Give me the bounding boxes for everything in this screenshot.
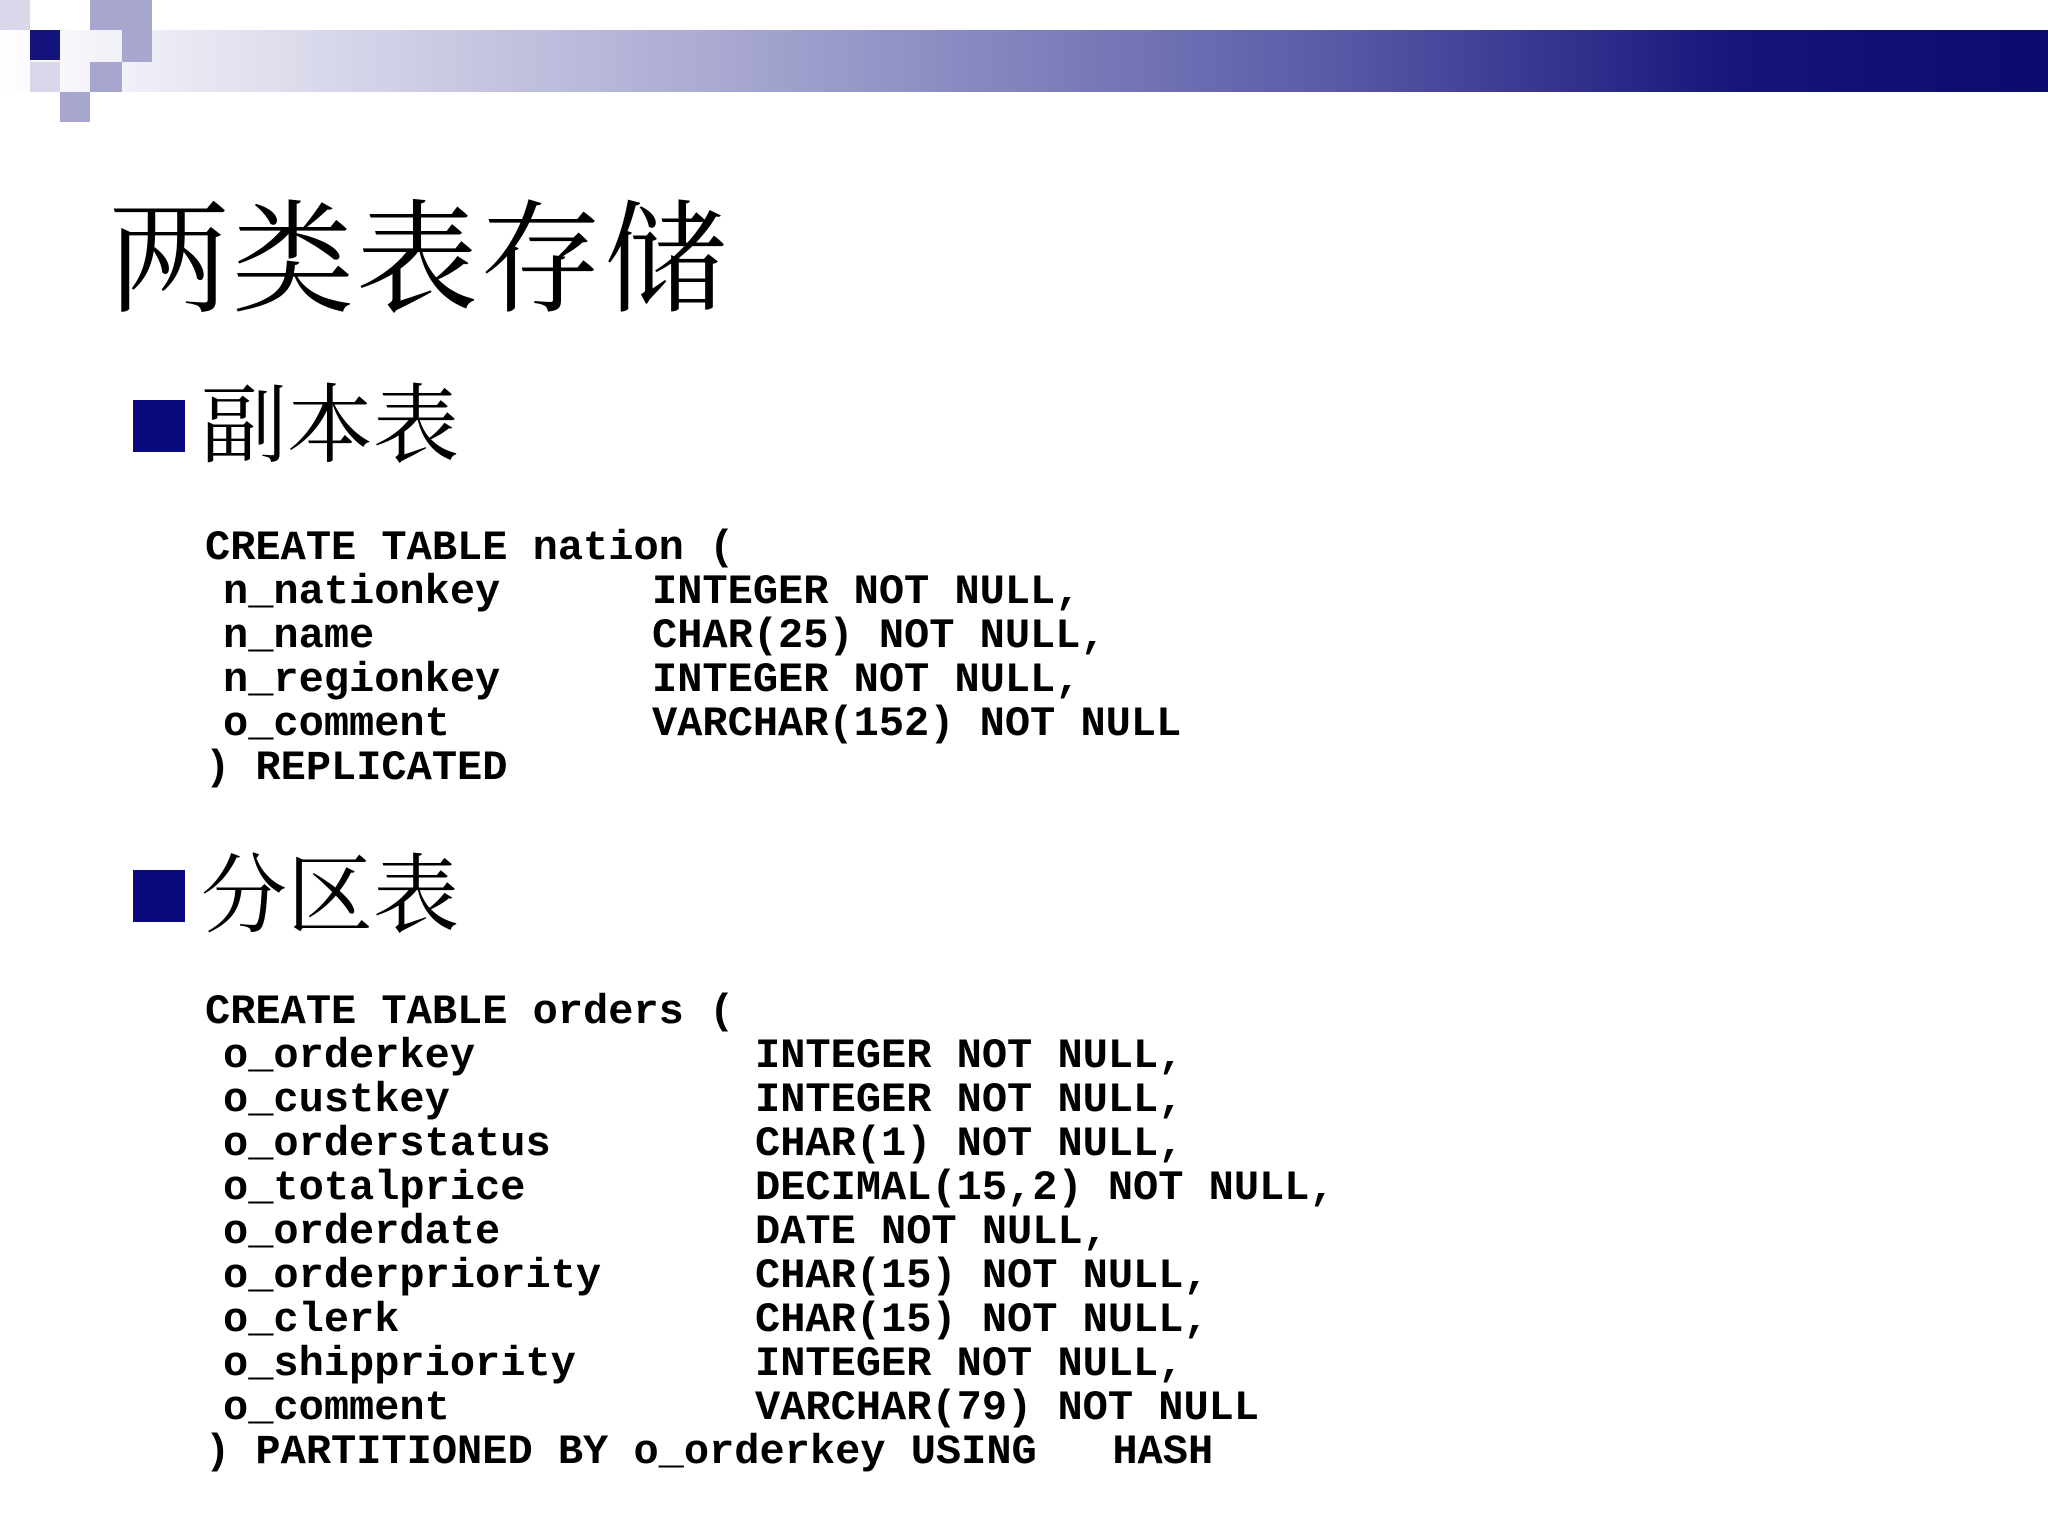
square-bullet-icon (133, 400, 185, 452)
header-decor-square (60, 92, 90, 122)
bullet-label: 分区表 (201, 846, 459, 946)
header-decor-square (90, 0, 152, 30)
code-line-column (205, 1342, 1335, 1386)
column-type: INTEGER NOT NULL, (652, 568, 1081, 616)
slide-title: 两类表存储 (108, 189, 728, 331)
column-name: o_comment (223, 1384, 450, 1432)
column-type: VARCHAR(152) NOT NULL (652, 700, 1182, 748)
column-name: o_orderpriority (223, 1252, 602, 1300)
header-decor-square (30, 30, 60, 60)
slide-header-gradient-bar (0, 30, 2048, 92)
header-decor-square (90, 62, 122, 92)
header-decor-square (0, 0, 30, 30)
code-line-create: CREATE TABLE orders ( (205, 988, 735, 1036)
column-type: CHAR(15) NOT NULL, (755, 1252, 1209, 1300)
square-bullet-icon (133, 870, 185, 922)
code-line-column (205, 1122, 1335, 1166)
code-line-closing: ) PARTITIONED BY o_orderkey USING HASH (205, 1428, 1214, 1476)
code-line-closing: ) REPLICATED (205, 744, 508, 792)
column-name: o_custkey (223, 1076, 450, 1124)
code-block-orders (205, 990, 1335, 1474)
column-name: o_orderkey (223, 1032, 476, 1080)
bullet-partitioned-table (133, 846, 459, 946)
code-line-column (205, 1386, 1335, 1430)
column-type: CHAR(25) NOT NULL, (652, 612, 1106, 660)
bullet-replicated-table (133, 376, 459, 476)
column-name: o_shippriority (223, 1340, 576, 1388)
column-name: n_regionkey (223, 656, 501, 704)
code-line-column (205, 570, 1181, 614)
column-type: INTEGER NOT NULL, (755, 1340, 1184, 1388)
column-name: o_totalprice (223, 1164, 526, 1212)
bullet-label: 副本表 (201, 376, 459, 476)
column-type: CHAR(15) NOT NULL, (755, 1296, 1209, 1344)
code-block-nation (205, 526, 1181, 790)
column-type: INTEGER NOT NULL, (652, 656, 1081, 704)
column-name: o_comment (223, 700, 450, 748)
code-line-column (205, 1034, 1335, 1078)
column-name: o_clerk (223, 1296, 400, 1344)
code-line-create: CREATE TABLE nation ( (205, 524, 735, 572)
code-line-column (205, 1166, 1335, 1210)
column-type: INTEGER NOT NULL, (755, 1076, 1184, 1124)
header-decor-square (122, 30, 152, 62)
code-line-column (205, 1210, 1335, 1254)
code-line-column (205, 614, 1181, 658)
code-line-column (205, 1298, 1335, 1342)
header-decor-square (30, 62, 60, 92)
code-line-column (205, 702, 1181, 746)
column-name: o_orderstatus (223, 1120, 551, 1168)
column-type: DECIMAL(15,2) NOT NULL, (755, 1164, 1335, 1212)
column-name: n_nationkey (223, 568, 501, 616)
code-line-column (205, 1254, 1335, 1298)
column-type: VARCHAR(79) NOT NULL (755, 1384, 1260, 1432)
column-name: o_orderdate (223, 1208, 501, 1256)
column-type: CHAR(1) NOT NULL, (755, 1120, 1184, 1168)
column-type: DATE NOT NULL, (755, 1208, 1108, 1256)
column-name: n_name (223, 612, 375, 660)
code-line-column (205, 658, 1181, 702)
column-type: INTEGER NOT NULL, (755, 1032, 1184, 1080)
code-line-column (205, 1078, 1335, 1122)
